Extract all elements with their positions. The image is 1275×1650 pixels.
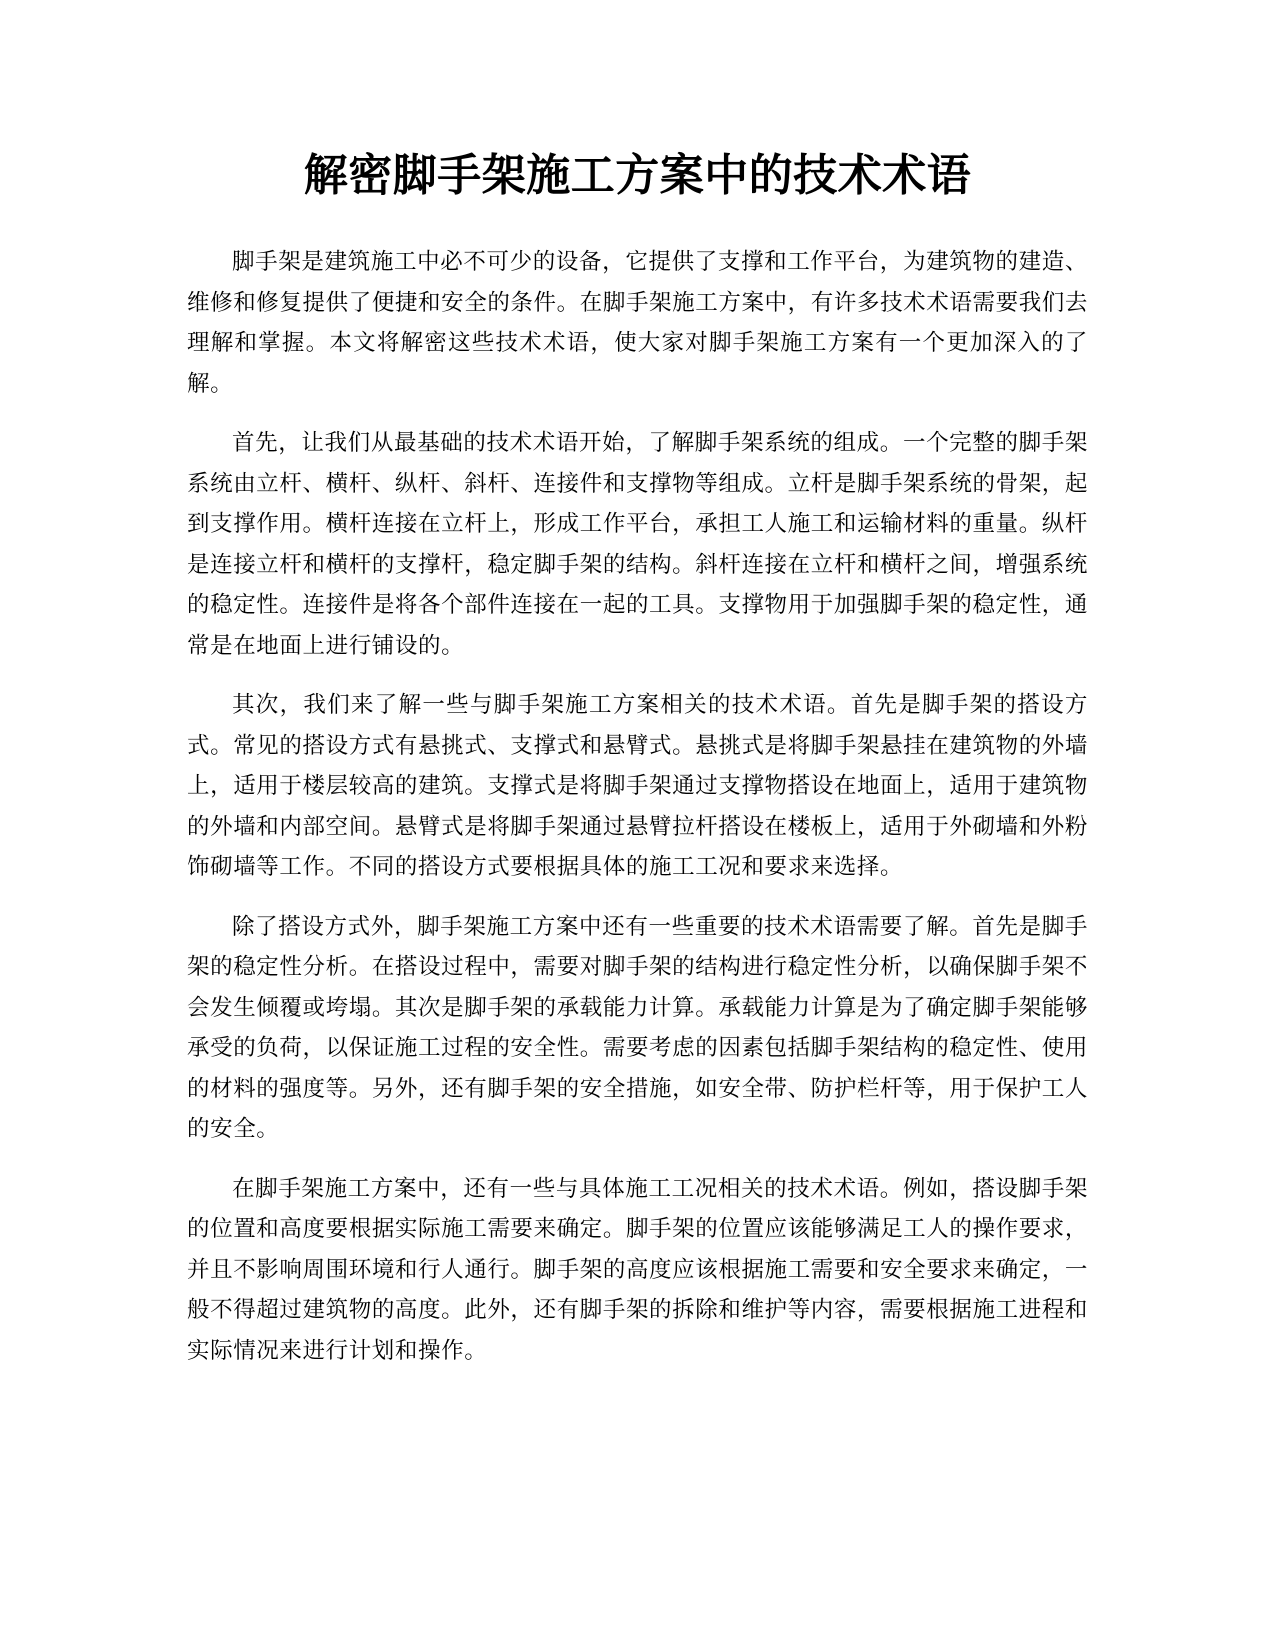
document-body [187, 242, 1088, 1390]
paragraph-5: 在脚手架施工方案中，还有一些与具体施工工况相关的技术术语。例如，搭设脚手架的位置和高度要根据实际施工需要来确定。脚手架的位置应该能够满足工人的操作要求，并且不影响周围环境和行人通行。脚手架的高度应该根据施工需要和安全要求来确定，一般不得超过建筑物的高度。此外，还有脚手架的拆除和维护等内容，需要根据施工进程和实际情况来进行计划和操作。 [187, 1175, 1088, 1364]
paragraph-2: 首先，让我们从最基础的技术术语开始，了解脚手架系统的组成。一个完整的脚手架系统由立杆、横杆、纵杆、斜杆、连接件和支撑物等组成。立杆是脚手架系统的骨架，起到支撑作用。横杆连接在立杆上，形成工作平台，承担工人施工和运输材料的重量。纵杆是连接立杆和横杆的支撑杆，稳定脚手架的结构。斜杆连接在立杆和横杆之间，增强系统的稳定性。连接件是将各个部件连接在一起的工具。支撑物用于加强脚手架的稳定性，通常是在地面上进行铺设的。 [187, 430, 1088, 659]
paragraph-3: 其次，我们来了解一些与脚手架施工方案相关的技术术语。首先是脚手架的搭设方式。常见的搭设方式有悬挑式、支撑式和悬臂式。悬挑式是将脚手架悬挂在建筑物的外墙上，适用于楼层较高的建筑。支撑式是将脚手架通过支撑物搭设在地面上，适用于建筑物的外墙和内部空间。悬臂式是将脚手架通过悬臂拉杆搭设在楼板上，适用于外砌墙和外粉饰砌墙等工作。不同的搭设方式要根据具体的施工工况和要求来选择。 [187, 692, 1088, 880]
paragraph-4: 除了搭设方式外，脚手架施工方案中还有一些重要的技术术语需要了解。首先是脚手架的稳定性分析。在搭设过程中，需要对脚手架的结构进行稳定性分析，以确保脚手架不会发生倾覆或垮塌。其次是脚手架的承载能力计算。承载能力计算是为了确定脚手架能够承受的负荷，以保证施工过程的安全性。需要考虑的因素包括脚手架结构的稳定性、使用的材料的强度等。另外，还有脚手架的安全措施，如安全带、防护栏杆等，用于保护工人的安全。 [187, 913, 1088, 1142]
document-title: 解密脚手架施工方案中的技术术语 [303, 150, 972, 201]
paragraph-1: 脚手架是建筑施工中必不可少的设备，它提供了支撑和工作平台，为建筑物的建造、维修和修复提供了便捷和安全的条件。在脚手架施工方案中，有许多技术术语需要我们去理解和掌握。本文将解密这些技术术语，使大家对脚手架施工方案有一个更加深入的了解。 [187, 249, 1088, 397]
